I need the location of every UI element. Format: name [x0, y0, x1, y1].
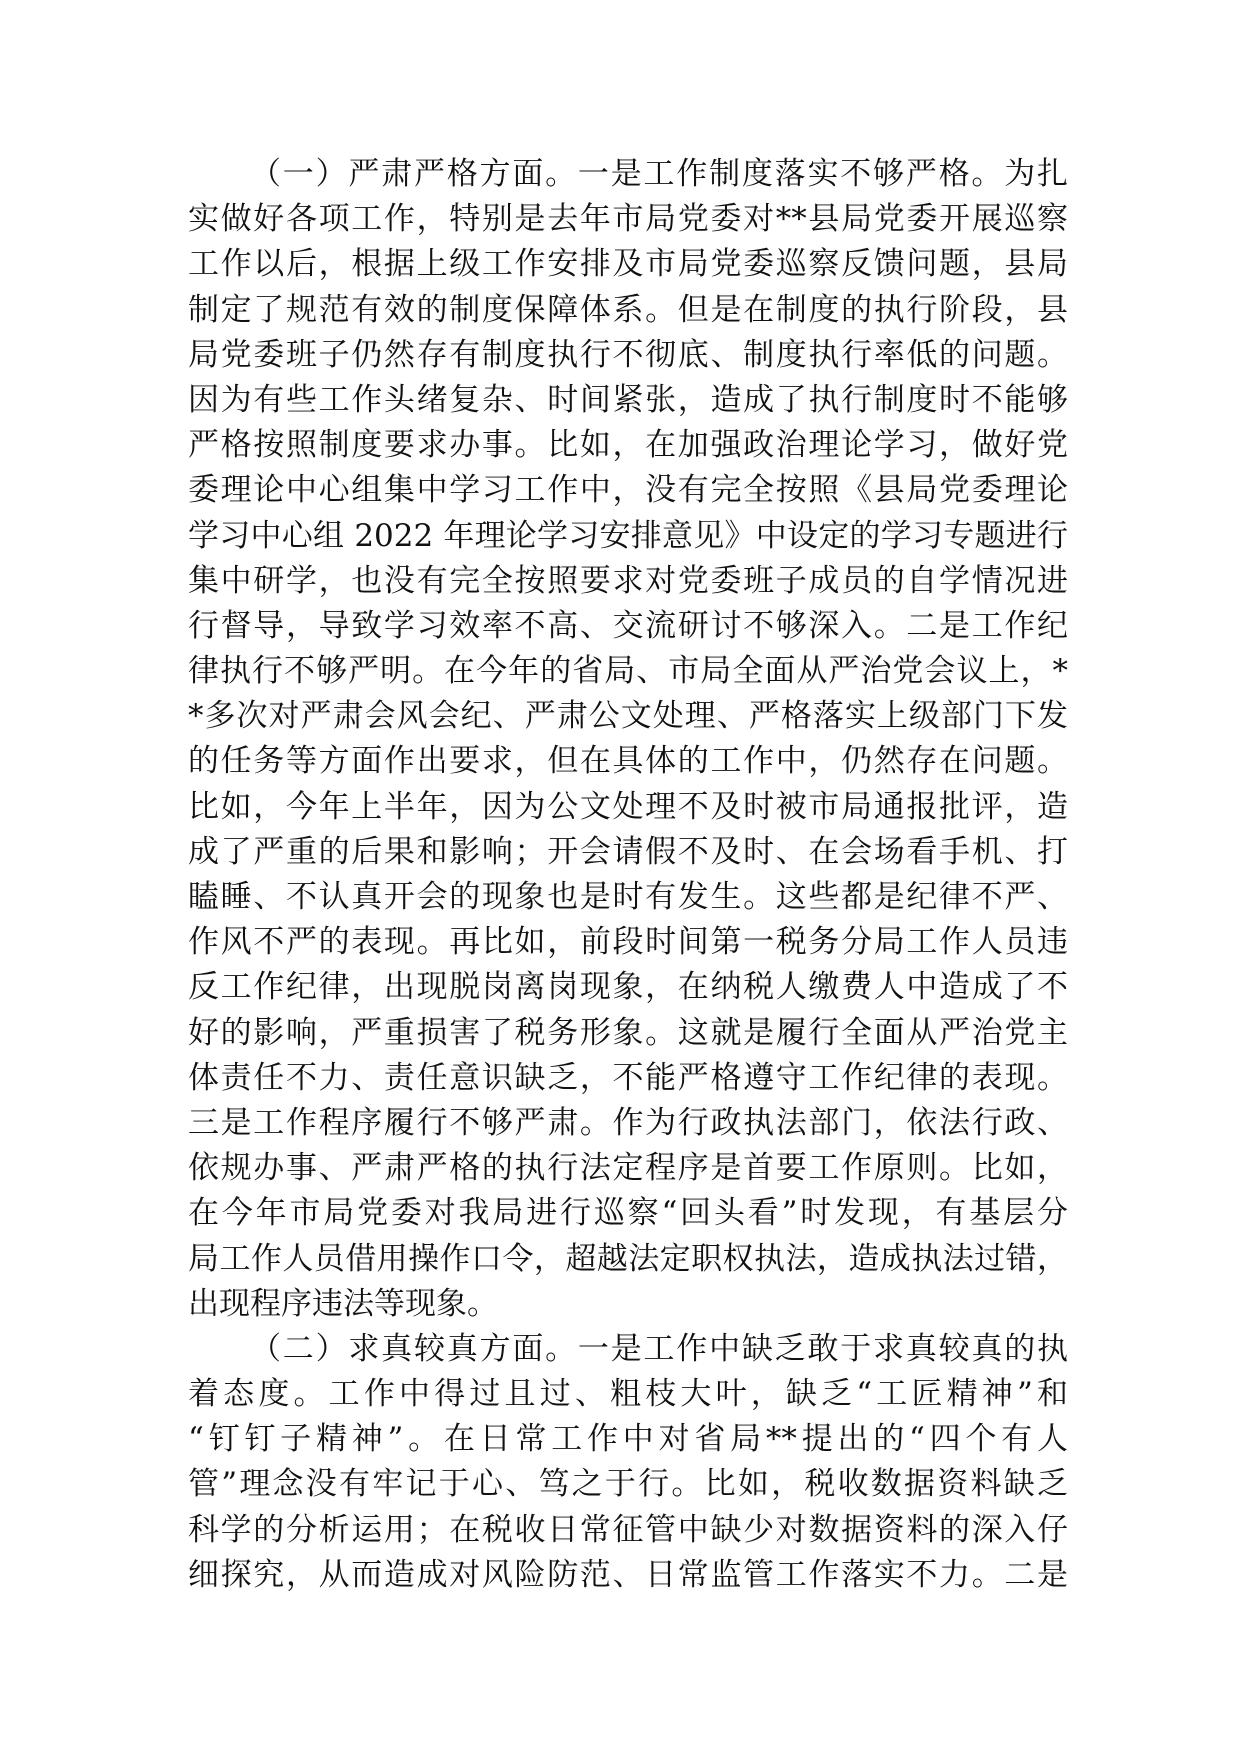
body-text: [188, 152, 1068, 1598]
text-line: 着态度。工作中得过且过、粗枝大叶，缺乏“工匠精神”和: [188, 1376, 1068, 1413]
text-line: 依规办事、严肃严格的执行法定程序是首要工作原则。比如，: [188, 1150, 1068, 1187]
text-line: 严格按照制度要求办事。比如，在加强政治理论学习，做好党: [188, 427, 1068, 464]
text-line: 局党委班子仍然存有制度执行不彻底、制度执行率低的问题。: [188, 336, 1068, 373]
text-line: 好的影响，严重损害了税务形象。这就是履行全面从严治党主: [188, 1014, 1068, 1051]
text-line: 的任务等方面作出要求，但在具体的工作中，仍然存在问题。: [188, 743, 1068, 780]
text-line: 科学的分析运用；在税收日常征管中缺少对数据资料的深入仔: [188, 1511, 1068, 1548]
text-line: 局工作人员借用操作口令，超越法定职权执法，造成执法过错，: [188, 1240, 1068, 1277]
text-line: 因为有些工作头绪复杂、时间紧张，造成了执行制度时不能够: [188, 381, 1068, 418]
text-line: （二）求真较真方面。一是工作中缺乏敢于求真较真的执: [250, 1330, 1068, 1367]
text-line: 行督导，导致学习效率不高、交流研讨不够深入。二是工作纪: [188, 607, 1068, 644]
text-line: 反工作纪律，出现脱岗离岗现象，在纳税人缴费人中造成了不: [188, 969, 1068, 1006]
text-line: 成了严重的后果和影响；开会请假不及时、在会场看手机、打: [188, 833, 1068, 870]
text-line: 集中研学，也没有完全按照要求对党委班子成员的自学情况进: [188, 562, 1068, 599]
text-line: 管”理念没有牢记于心、笃之于行。比如，税收数据资料缺乏: [188, 1466, 1068, 1503]
text-line: 律执行不够严明。在今年的省局、市局全面从严治党会议上，*: [188, 653, 1068, 690]
text-line: 体责任不力、责任意识缺乏，不能严格遵守工作纪律的表现。: [188, 1059, 1068, 1096]
text-line: 委理论中心组集中学习工作中，没有完全按照《县局党委理论: [188, 472, 1068, 509]
text-line: *多次对严肃会风会纪、严肃公文处理、严格落实上级部门下发: [188, 698, 1068, 735]
text-line: 制定了规范有效的制度保障体系。但是在制度的执行阶段，县: [188, 291, 1068, 328]
text-line: 在今年市局党委对我局进行巡察“回头看”时发现，有基层分: [188, 1195, 1068, 1232]
text-line: “钉钉子精神”。在日常工作中对省局**提出的“四个有人: [188, 1421, 1068, 1458]
text-line: 细探究，从而造成对风险防范、日常监管工作落实不力。二是: [188, 1556, 1068, 1593]
text-line: 三是工作程序履行不够严肃。作为行政执法部门，依法行政、: [188, 1104, 1068, 1141]
text-line: 工作以后，根据上级工作安排及市局党委巡察反馈问题，县局: [188, 246, 1068, 283]
text-line: 作风不严的表现。再比如，前段时间第一税务分局工作人员违: [188, 924, 1068, 961]
text-line: （一）严肃严格方面。一是工作制度落实不够严格。为扎: [250, 156, 1068, 192]
text-line: 实做好各项工作，特别是去年市局党委对**县局党委开展巡察: [188, 201, 1068, 238]
text-line: 瞌睡、不认真开会的现象也是时有发生。这些都是纪律不严、: [188, 879, 1068, 915]
text-line: 出现程序违法等现象。: [188, 1285, 498, 1322]
text-line: 学习中心组 2022 年理论学习安排意见》中设定的学习专题进行: [188, 517, 1068, 554]
text-line: 比如，今年上半年，因为公文处理不及时被市局通报批评，造: [188, 788, 1068, 825]
